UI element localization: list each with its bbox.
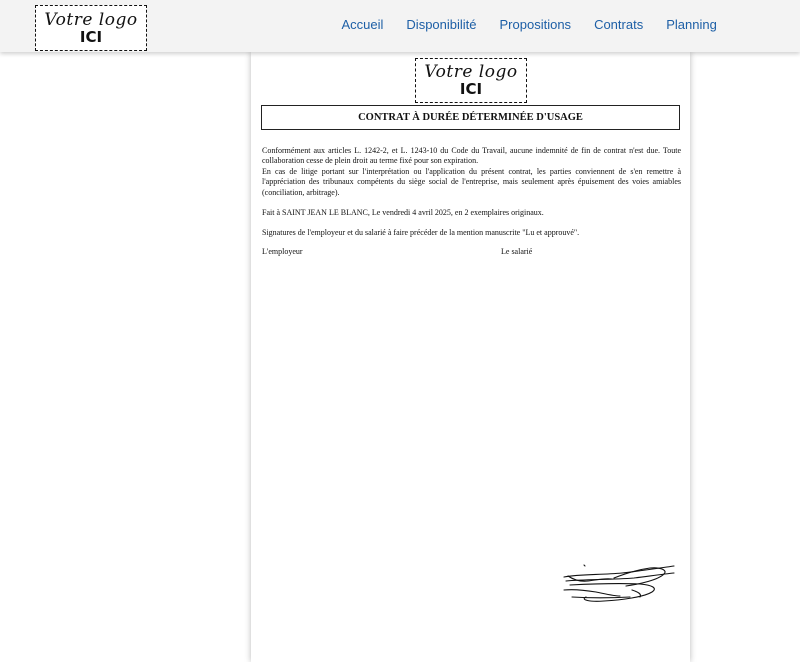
logo-text-script: Votre logo xyxy=(44,9,138,30)
signature-labels-row xyxy=(262,247,681,257)
contract-title: CONTRAT À DURÉE DÉTERMINÉE D'USAGE xyxy=(261,105,680,130)
doc-logo-text-bold: ICI xyxy=(459,80,483,98)
contract-paragraph-place-date: Fait à SAINT JEAN LE BLANC, Le vendredi 4 avril 2025, en 2 exemplaires originaux. xyxy=(262,208,544,218)
nav-link-accueil[interactable]: Accueil xyxy=(341,17,384,32)
contract-body xyxy=(262,146,681,257)
header-logo-placeholder[interactable] xyxy=(35,5,147,51)
contract-paragraph-litigation: En cas de litige portant sur l'interprétation ou l'application du présent contrat, les parties conviennent de s'en remettre à l'appréciation des tribunaux compétents du siège social de l'entreprise, mais seulement après épuisement des voies amiables (conciliation, arbitrage). xyxy=(262,166,681,197)
employee-label: Le salarié xyxy=(501,246,533,256)
employer-label: L'employeur xyxy=(262,246,303,256)
nav-link-propositions[interactable]: Propositions xyxy=(499,17,572,32)
main-nav xyxy=(330,17,728,32)
nav-link-contrats[interactable]: Contrats xyxy=(594,17,644,32)
contract-paragraph-signatures: Signatures de l'employeur et du salarié à faire précéder de la mention manuscrite "Lu et approuvé". xyxy=(262,228,580,238)
logo-text-bold: ICI xyxy=(79,27,103,46)
nav-link-disponibilite[interactable]: Disponibilité xyxy=(406,17,477,32)
doc-logo-text-script: Votre logo xyxy=(424,62,518,82)
handwritten-signature xyxy=(560,560,678,606)
nav-link-planning[interactable]: Planning xyxy=(666,17,717,32)
document-logo-placeholder xyxy=(415,58,527,103)
top-navbar xyxy=(0,0,800,52)
contract-paragraph-articles: Conformément aux articles L. 1242-2, et L. 1243-10 du Code du Travail, aucune indemnité de fin de contrat n'est due. Toute collaboration cesse de plein droit au terme fixé pour son expiration. xyxy=(262,146,681,166)
